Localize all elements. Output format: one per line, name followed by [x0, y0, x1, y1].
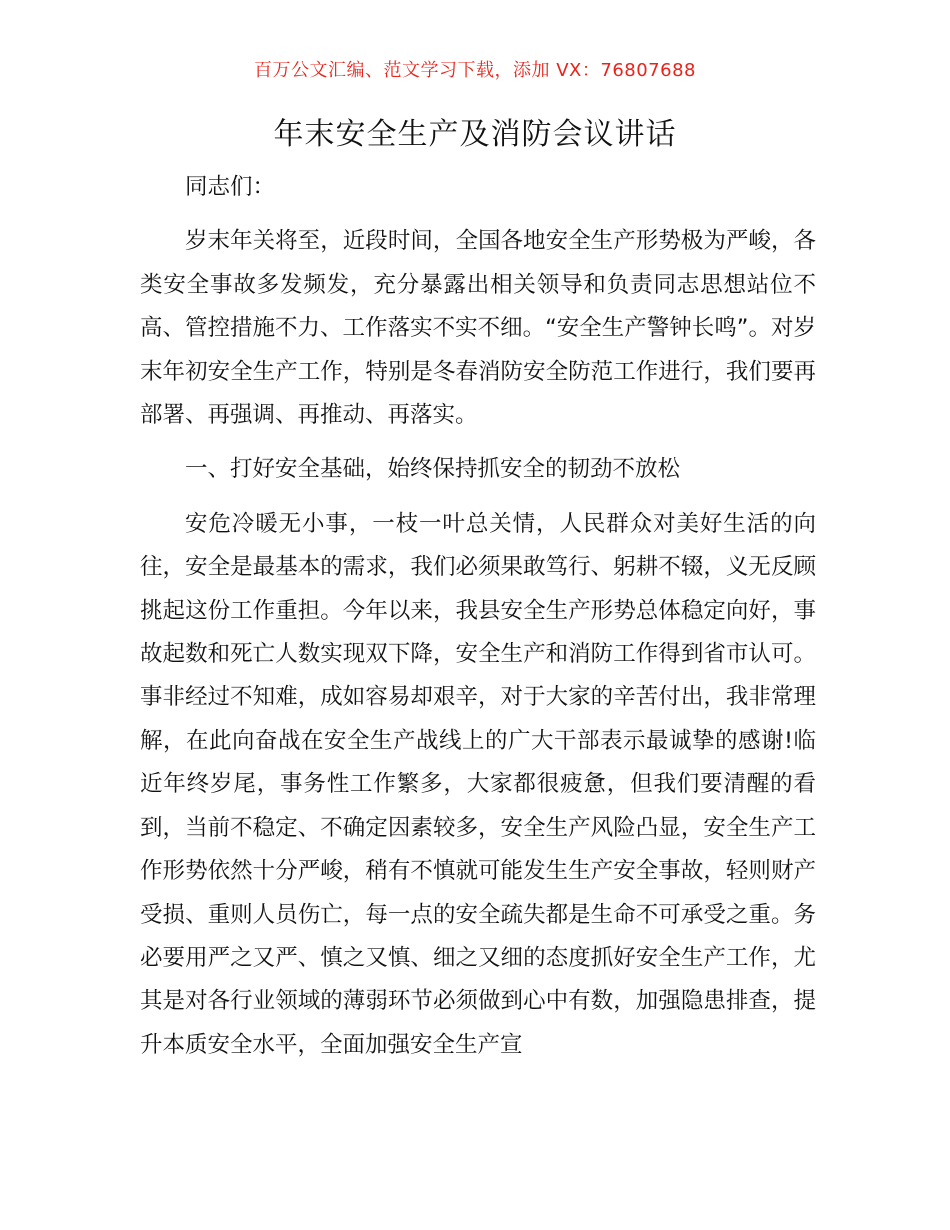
document-body	[140, 166, 816, 1078]
header-banner: 百万公文汇编、范文学习下载，添加 VX：76807688	[254, 60, 696, 81]
paragraph-section-1: 安危冷暖无小事，一枝一叶总关情，人民群众对美好生活的向往，安全是最基本的需求，我们必须果敢笃行、躬耕不辍，义无反顾挑起这份工作重担。今年以来，我县安全生产形势总体稳定向好，事故起数和死亡人数实现双下降，安全生产和消防工作得到省市认可。事非经过不知难，成如容易却艰辛，对于大家的辛苦付出，我非常理解，在此向奋战在安全生产战线上的广大干部表示最诚挚的感谢!临近年终岁尾，事务性工作繁多，大家都很疲惫，但我们要清醒的看到，当前不稳定、不确定因素较多，安全生产风险凸显，安全生产工作形势依然十分严峻，稍有不慎就可能发生生产安全事故，轻则财产受损、重则人员伤亡，每一点的安全疏失都是生命不可承受之重。务必要用严之又严、慎之又慎、细之又细的态度抓好安全生产工作，尤其是对各行业领域的薄弱环节必须做到心中有数，加强隐患排查，提升本质安全水平，全面加强安全生产宣	[140, 510, 816, 1058]
salutation: 同志们：	[185, 174, 276, 200]
section-heading-1: 一、打好安全基础，始终保持抓安全的韧劲不放松	[185, 456, 681, 483]
paragraph-intro: 岁末年关将至，近段时间，全国各地安全生产形势极为严峻，各类安全事故多发频发，充分暴露出相关领导和负责同志思想站位不高、管控措施不力、工作落实不实不细。“安全生产警钟长鸣”。对岁末年初安全生产工作，特别是冬春消防安全防范工作进行，我们要再部署、再强调、再推动、再落实。	[140, 228, 816, 429]
document-title: 年末安全生产及消防会议讲话	[273, 117, 677, 152]
